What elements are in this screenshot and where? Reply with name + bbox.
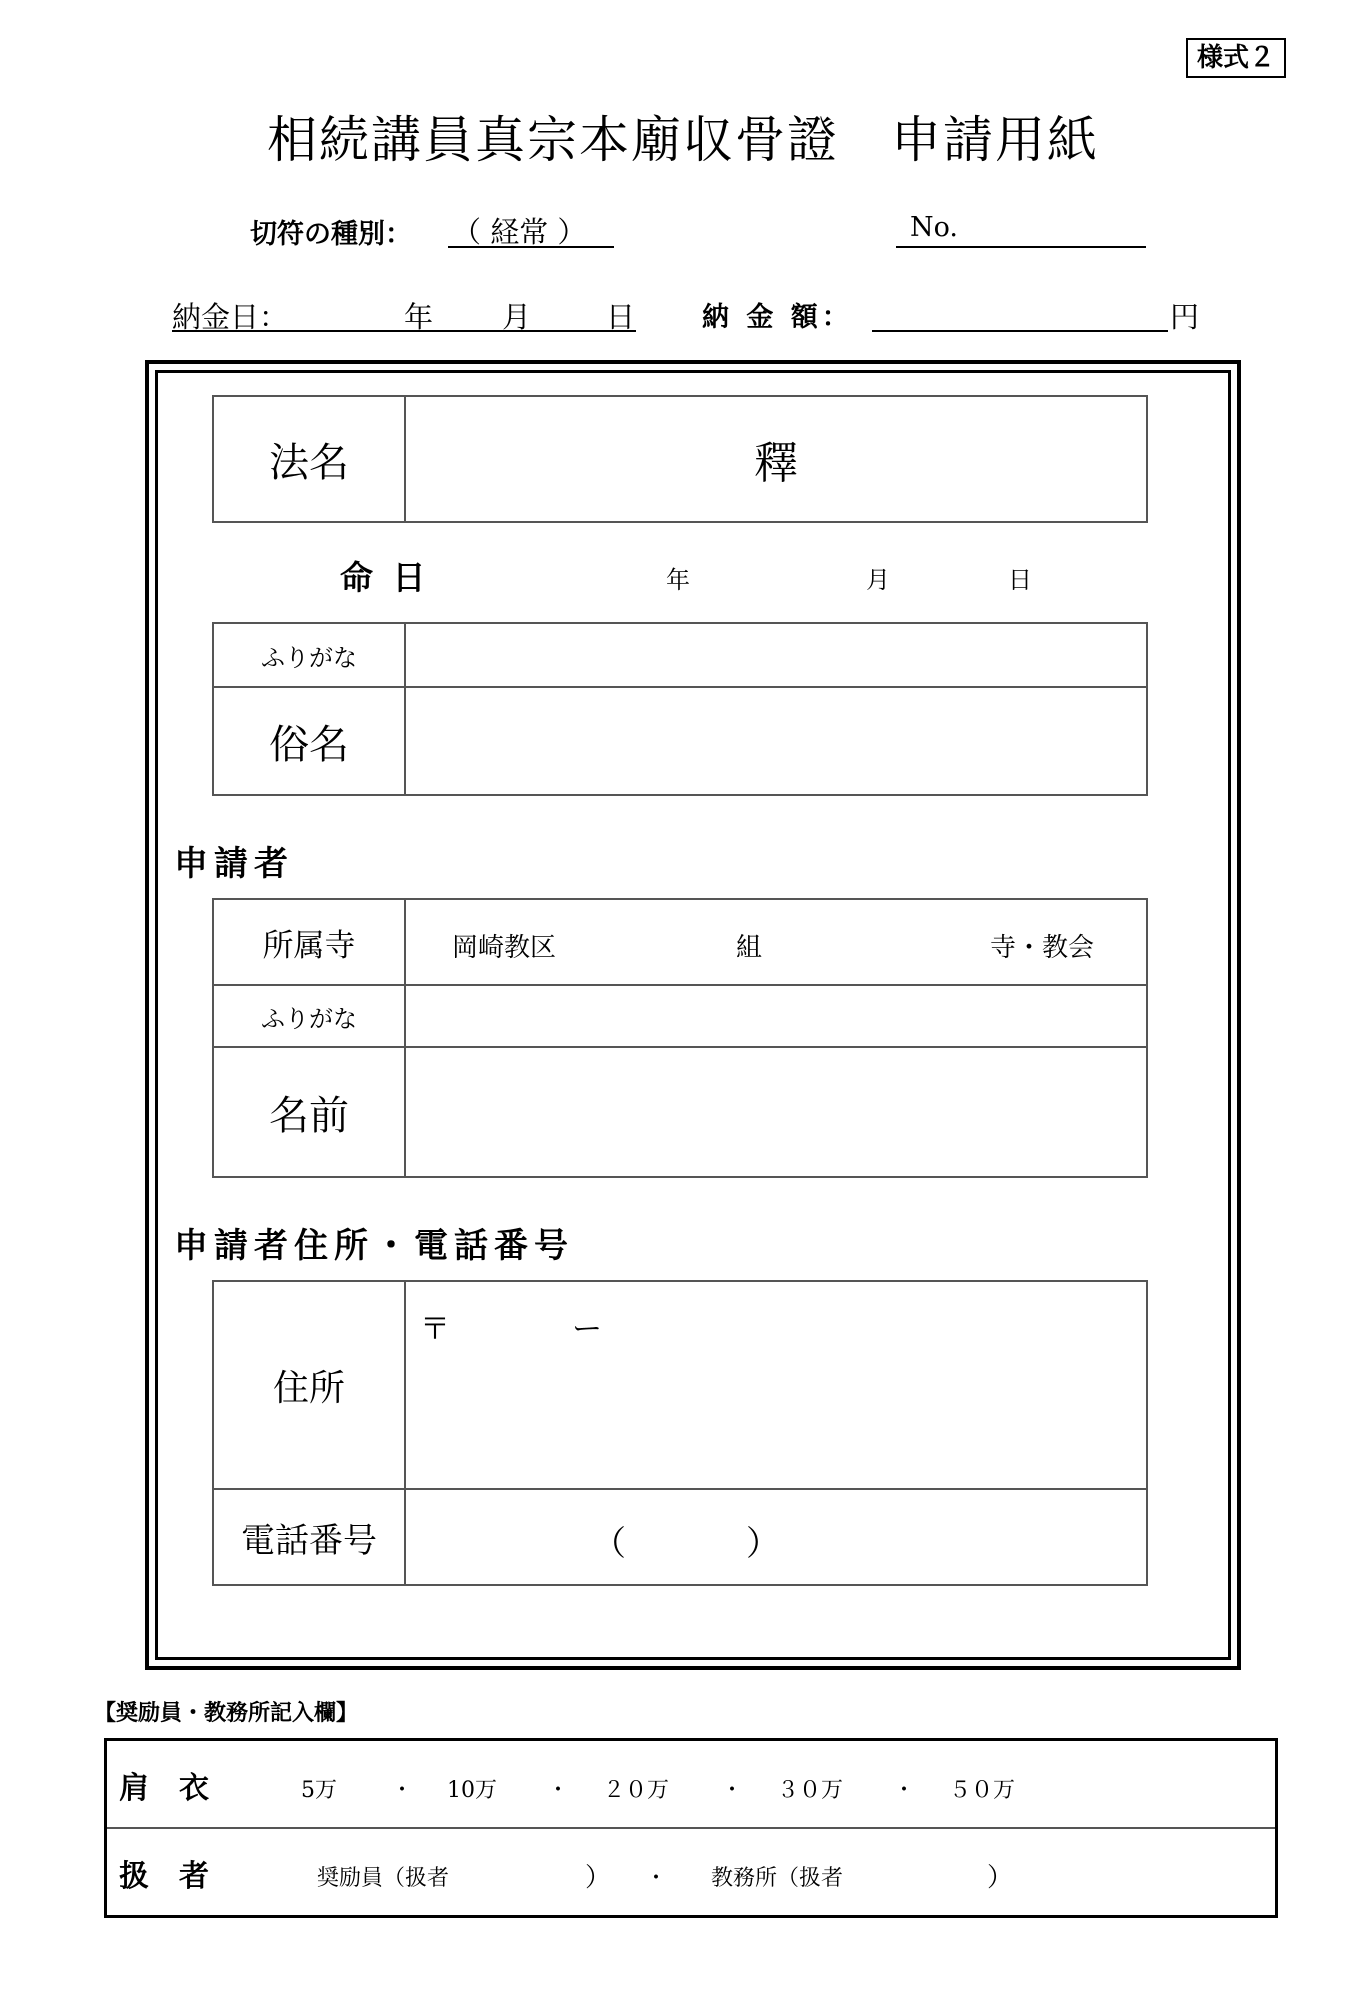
group-suffix: 組 [736,933,763,963]
payment-date-label: 納金日： [172,300,289,334]
deceased-furigana-label: ふりがな [213,623,405,687]
deceased-name-table [212,622,1148,796]
encourager-handler-close: ） [585,1863,612,1893]
phone-close-paren: ） [746,1524,780,1564]
kataginu-separator: ・ [721,1778,744,1803]
applicant-heading: 申請者 [174,844,294,884]
address-field[interactable] [405,1281,1147,1489]
applicant-name-label: 名前 [213,1047,405,1177]
phone-open-paren: （ [592,1524,626,1564]
death-date-month: 月 [866,566,890,594]
phone-field[interactable] [405,1489,1147,1585]
phone-label: 電話番号 [213,1489,405,1585]
dharma-name-field[interactable]: 釋 [405,396,1147,522]
applicant-name-field[interactable] [405,1047,1147,1177]
dharma-name-label: 法名 [213,396,405,522]
applicant-furigana-label: ふりがな [213,985,405,1047]
postal-dash: ー [572,1312,602,1347]
temple-suffix: 寺・教会 [990,933,1095,963]
payment-day-label: 日 [606,300,636,334]
office-handler-close: ） [987,1863,1014,1893]
ticket-type-underline [448,246,614,248]
kataginu-label: 肩 衣 [119,1771,209,1806]
death-date-year: 年 [666,566,690,594]
kataginu-option-10[interactable]: 10万 [447,1778,497,1803]
address-label: 住所 [213,1281,405,1489]
kataginu-option-30[interactable]: ３０万 [777,1778,844,1803]
ticket-type-label: 切符の種別： [250,219,412,250]
contact-table [212,1280,1148,1586]
death-date-label: 命 日 [340,558,430,597]
yen-unit: 円 [1170,300,1200,334]
encourager-handler-text: 奨励員（扱者 [317,1866,450,1891]
temple-field[interactable] [405,899,1147,985]
kataginu-separator: ・ [893,1778,916,1803]
office-handler-text: 教務所（扱者 [711,1866,844,1891]
deceased-name-field[interactable] [405,687,1147,795]
office-section-box [104,1738,1278,1918]
form-id-badge: 様式２ [1186,38,1286,78]
office-section-divider [107,1827,1275,1829]
office-section-heading: 【奨励員・教務所記入欄】 [94,1701,359,1726]
temple-label: 所属寺 [213,899,405,985]
kataginu-separator: ・ [391,1778,414,1803]
handler-separator: ・ [645,1866,668,1891]
kataginu-separator: ・ [547,1778,570,1803]
deceased-name-label: 俗名 [213,687,405,795]
payment-amount-field[interactable] [872,330,1168,332]
payment-year-label: 年 [404,300,434,334]
deceased-furigana-field[interactable] [405,623,1147,687]
payment-month-label: 月 [502,300,532,334]
number-field[interactable] [896,246,1146,248]
kataginu-option-5[interactable]: 5万 [301,1778,337,1803]
postal-mark: 〒 [420,1312,450,1347]
number-label: No. [910,212,958,243]
kataginu-option-50[interactable]: ５０万 [949,1778,1016,1803]
page-title: 相続講員真宗本廟収骨證 申請用紙 [267,111,1099,169]
handler-label: 扱 者 [119,1859,209,1894]
kataginu-option-20[interactable]: ２０万 [603,1778,670,1803]
ticket-type-value: （ 経常 ） [452,215,587,249]
payment-date-field[interactable] [172,330,636,332]
death-date-day: 日 [1008,566,1032,594]
contact-heading: 申請者住所・電話番号 [174,1226,574,1266]
dharma-name-table [212,395,1148,523]
applicant-table [212,898,1148,1178]
applicant-furigana-field[interactable] [405,985,1147,1047]
district-text: 岡崎教区 [452,933,557,963]
payment-amount-label: 納 金 額： [702,302,853,333]
